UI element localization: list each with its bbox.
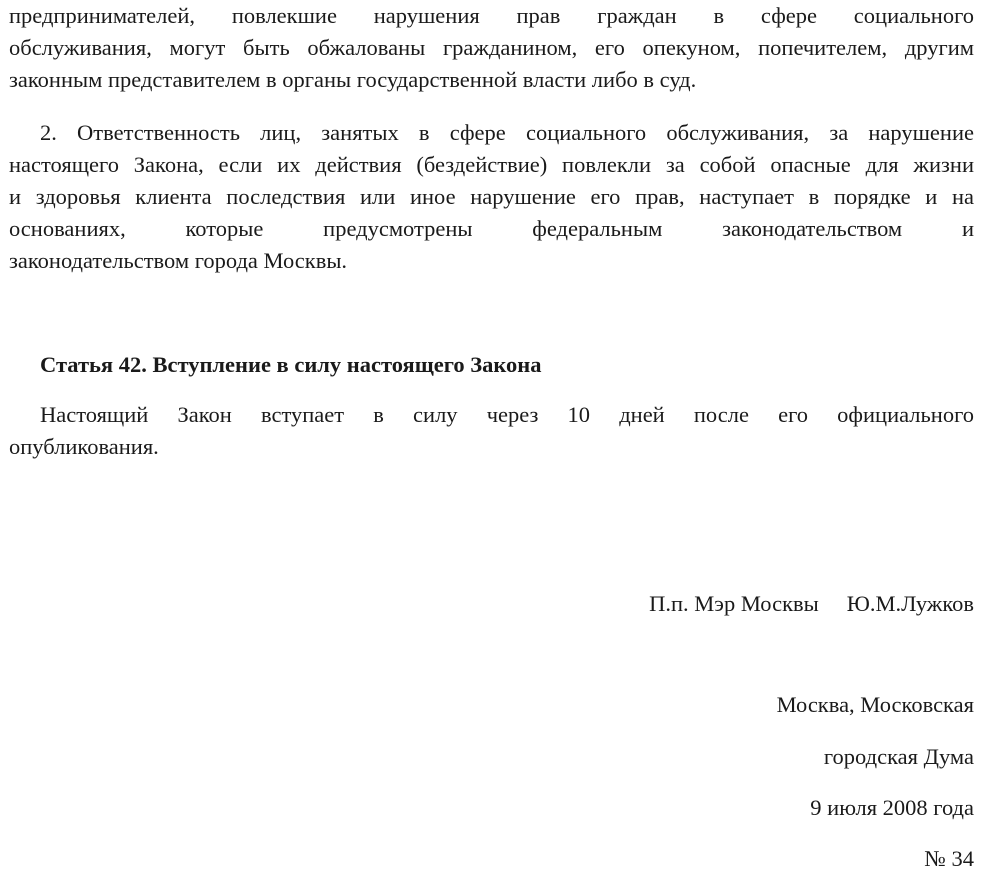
- place-line-2: городская Дума: [823, 744, 974, 769]
- text-line: предпринимателей, повлекшие нарушения прав граждан в сфере социального: [9, 3, 974, 28]
- signature-title: П.п. Мэр Москвы: [649, 591, 819, 616]
- text-line: основаниях, которые предусмотрены федеральным законодательством и: [9, 216, 974, 241]
- text-line: и здоровья клиента последствия или иное нарушение его прав, наступает в порядке и на: [9, 184, 974, 209]
- text-line: законодательством города Москвы.: [9, 248, 348, 273]
- text-line: законным представителем в органы государственной власти либо в суд.: [9, 67, 697, 92]
- signature-name: Ю.М.Лужков: [846, 591, 974, 616]
- paragraph-effective-date: [9, 399, 974, 463]
- signature-block: [649, 588, 974, 620]
- document-number: № 34: [924, 846, 974, 871]
- article-heading: Статья 42. Вступление в силу настоящего Закона: [40, 352, 542, 377]
- text-line: настоящего Закона, если их действия (бездействие) повлекли за собой опасные для жизни: [9, 152, 974, 177]
- document-page: [9, 0, 974, 880]
- text-line: Настоящий Закон вступает в силу через 10 дней после его официального: [40, 402, 974, 427]
- text-line: 2. Ответственность лиц, занятых в сфере социального обслуживания, за нарушение: [40, 120, 974, 145]
- paragraph-responsibility: [9, 117, 974, 277]
- paragraph-complaints: [9, 0, 974, 96]
- text-line: обслуживания, могут быть обжалованы гражданином, его опекуном, попечителем, другим: [9, 35, 974, 60]
- document-date: 9 июля 2008 года: [810, 795, 974, 820]
- text-line: опубликования.: [9, 434, 159, 459]
- place-line-1: Москва, Московская: [776, 692, 974, 717]
